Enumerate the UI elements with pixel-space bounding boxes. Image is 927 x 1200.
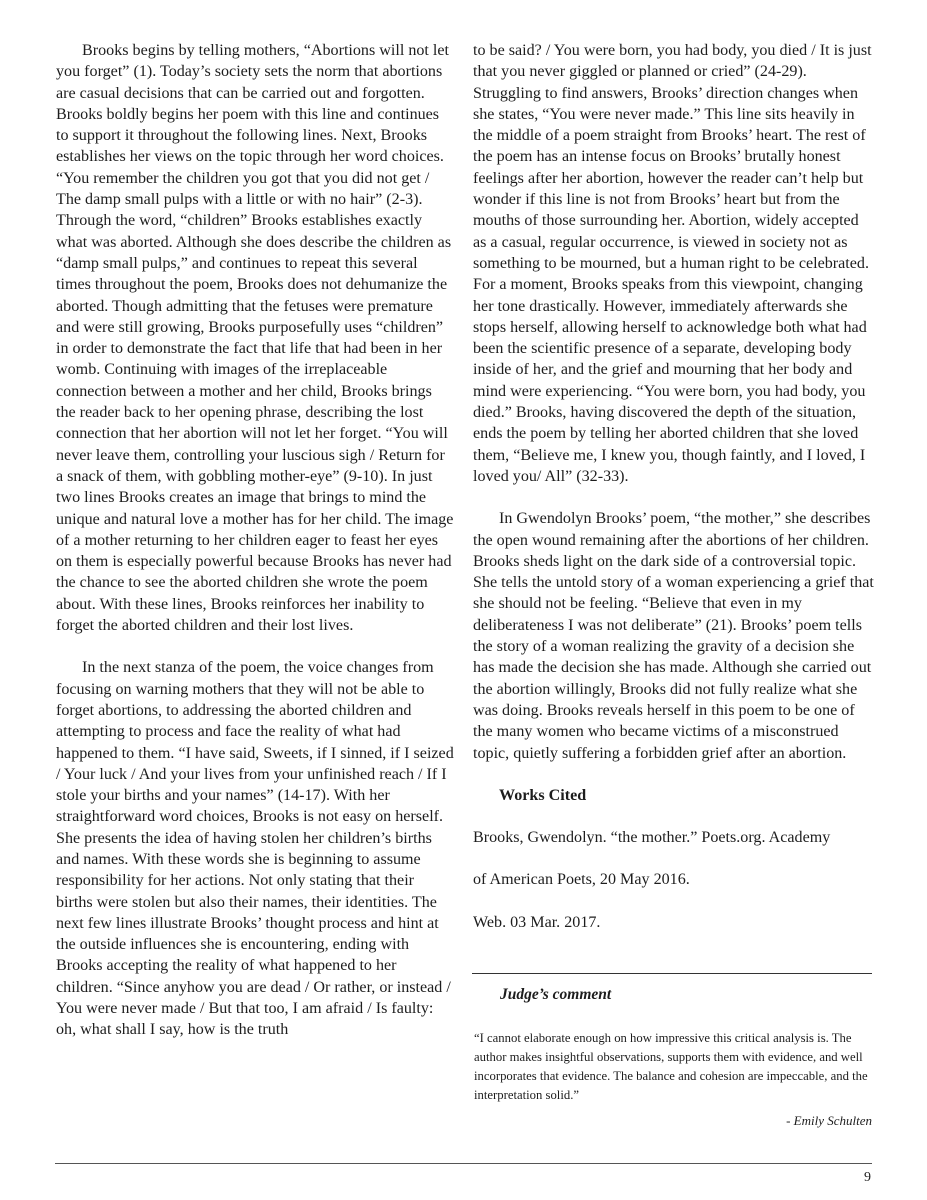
essay-paragraph: Brooks begins by telling mothers, “Abortions will not let you forget” (1). Today’s society sets the norm that abortions are casual decisions that can be carried out and forgotten. Brooks boldly begins her poem with this line and continues to support it throughout the following lines. Next, Brooks establishes her views on the topic through her word choices. “You remember the children you got that you did not get / The damp small pulps with a little or with no hair” (2-3). Through the word, “children” Brooks establishes exactly what was aborted. Although she does describe the children as “damp small pulps,” and continues to repeat this several times throughout the poem, Brooks does not dehumanize the aborted. Though admitting that the fetuses were premature and were still growing, Brooks purposefully uses “children” in order to demonstrate the fact that life that had been in her womb. Continuing with images of the irreplaceable connection between a mother and her child, Brooks brings the reader back to her opening phrase, describing the lost connection that her abortion will not let her forget. “You will never leave them, controlling your luscious sigh / Return for a snack of them, with gobbling mother-eye” (9-10). In just two lines Brooks creates an image that brings to mind the unique and natural love a mother has for her child. The image of a mother returning to her children eager to feast her eyes on them is especially powerful because Brooks has never had the chance to see the aborted children she wrote the poem about. With these lines, Brooks reinforces her inability to forget the aborted children and their lost lives. (56, 42, 454, 635)
works-cited-heading: Works Cited (499, 786, 587, 804)
judge-comment-author: - Emily Schulten (786, 1113, 872, 1128)
works-cited (473, 785, 875, 933)
works-cited-entry-line: of American Poets, 20 May 2016. (473, 871, 690, 889)
judge-comment-quote: “I cannot elaborate enough on how impressive this critical analysis is. The author makes insightful observations, supports them with evidence, and well incorporates that evidence. The balance and cohesion are impeccable, and the interpretation solid.” (474, 1031, 868, 1102)
essay-conclusion-paragraph: In Gwendolyn Brooks’ poem, “the mother,” she describes the open wound remaining after the abortions of her children. Brooks sheds light on the dark side of a controversial topic. She tells the untold story of a woman experiencing a grief that she should not be feeling. “Believe that even in my deliberateness I was not deliberate” (21). Brooks’ poem tells the story of a woman realizing the gravity of a decision she has made the decision she has made. Although she carried out the abortion willingly, Brooks did not fully realize what she was doing. Brooks reveals herself in this poem to be one of the many women who became victims of a misconstrued topic, quietly suffering a forbidden grief after an abortion. (473, 510, 874, 762)
right-column (473, 40, 875, 933)
essay-paragraph-continuation: to be said? / You were born, you had body, you died / It is just that you never giggled or planned or cried” (24-29). Struggling to find answers, Brooks’ direction changes when she states, “You were never made.” This line sits heavily in the middle of a poem straight from Brooks’ heart. The rest of the poem has an intense focus on Brooks’ brutally honest feelings after her abortion, however the reader can’t help but wonder if this line is not from Brooks’ heart but from the mouths of those surrounding her. Abortion, widely accepted as a casual, regular occurrence, is viewed in society not as something to be mourned, but a human right to be celebrated. For a moment, Brooks speaks from this viewpoint, changing her tone drastically. However, immediately afterwards she stops herself, allowing herself to acknowledge both what had been the scientific presence of a separate, developing body inside of her, and the grief and mourning that her body and mind were experiencing. “You were born, you had body, you died.” Brooks, having discovered the depth of the situation, ends the poem by telling her aborted children that she loved them, “Believe me, I knew you, though faintly, and I loved, I loved you/ All” (32-33). (473, 42, 872, 485)
page-number: 9 (864, 1170, 871, 1185)
works-cited-entry-line: Web. 03 Mar. 2017. (473, 913, 601, 931)
left-column (56, 40, 454, 1041)
works-cited-entry-line: Brooks, Gwendolyn. “the mother.” Poets.org. Academy (473, 829, 831, 847)
footer-divider (55, 1163, 872, 1164)
judge-divider (472, 973, 872, 974)
judge-comment-heading: Judge’s comment (500, 986, 612, 1003)
essay-paragraph: In the next stanza of the poem, the voice changes from focusing on warning mothers that they will not be able to forget abortions, to addressing the aborted children and attempting to process and face the reality of what had happened to them. “I have said, Sweets, if I sinned, if I seized / Your luck / And your lives from your unfinished reach / If I stole your births and your names” (14-17). With her straightforward word choices, Brooks is not easy on herself. She presents the idea of having stolen her children’s births and names. With these words she is beginning to assume responsibility for her actions. Not only stating that their births were stolen but also their names, their identities. The next few lines illustrate Brooks’ thought process and hint at the outside influences she is encountering, ending with Brooks accepting the reality of what happened to her children. “Since anyhow you are dead / Or rather, or instead / You were never made / But that too, I am afraid / Is faulty: oh, what shall I say, how is the truth (56, 659, 454, 1039)
